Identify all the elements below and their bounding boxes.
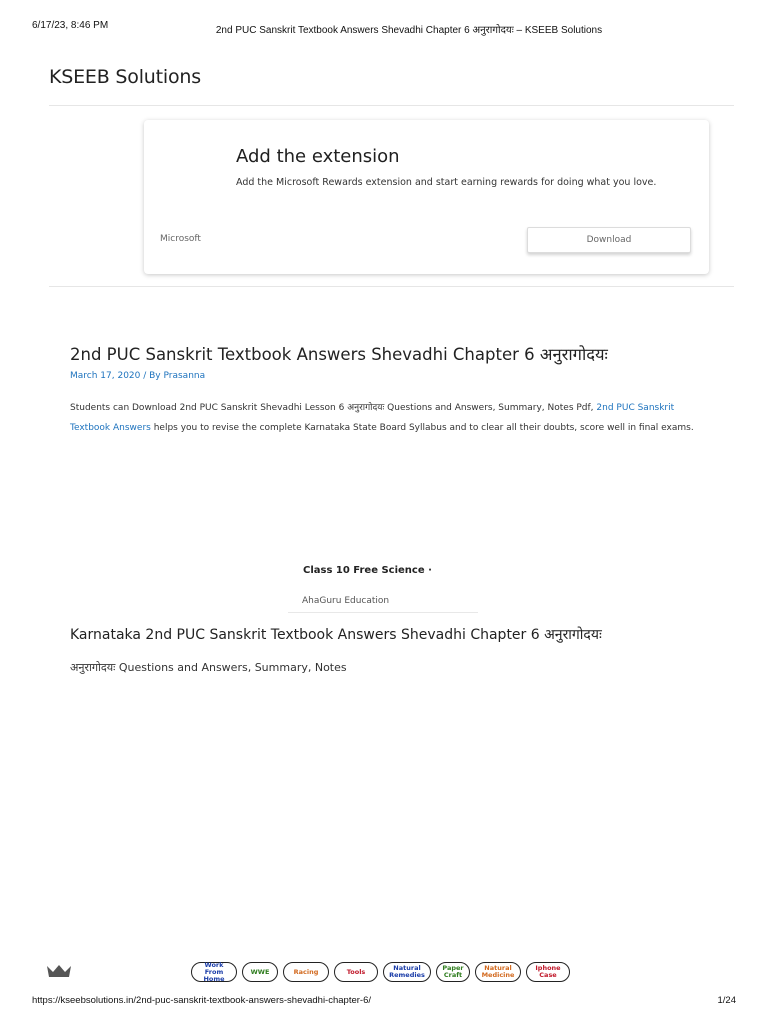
chip-racing[interactable]: Racing: [283, 962, 329, 982]
chip-wwe[interactable]: WWE: [242, 962, 278, 982]
ad-title: Add the extension: [236, 146, 400, 167]
print-page-number: 1/24: [717, 995, 736, 1006]
recommendation-source: AhaGuru Education: [302, 596, 390, 606]
chip-paper-craft[interactable]: Paper Craft: [436, 962, 470, 982]
article-subheading: अनुरागोदयः Questions and Answers, Summary, Notes: [70, 661, 347, 674]
recommendation-divider: [288, 612, 478, 613]
recommendation-title[interactable]: Class 10 Free Science ·: [303, 565, 432, 576]
print-url: https://kseebsolutions.in/2nd-puc-sanskrit-textbook-answers-shevadhi-chapter-6/: [32, 995, 371, 1006]
print-doc-title: 2nd PUC Sanskrit Textbook Answers Shevadhi Chapter 6 अनुरागोदयः – KSEEB Solutions: [215, 25, 603, 36]
ad-divider: [49, 286, 734, 287]
print-footer: [0, 995, 768, 1011]
article-meta: [70, 371, 205, 381]
ad-download-button[interactable]: Download: [527, 227, 691, 253]
article-date[interactable]: March 17, 2020: [70, 371, 141, 381]
ad-box[interactable]: [144, 120, 709, 274]
meta-separator: / By: [140, 371, 164, 381]
chip-natural-remedies[interactable]: Natural Remedies: [383, 962, 431, 982]
chip-natural-medicine[interactable]: Natural Medicine: [475, 962, 521, 982]
print-header: [0, 20, 768, 36]
header-divider: [49, 105, 734, 106]
intro-link[interactable]: 2nd PUC Sanskrit Textbook Answers: [70, 403, 675, 433]
chip-work-from-home[interactable]: Work From Home: [191, 962, 237, 982]
ad-brand: Microsoft: [160, 234, 201, 244]
article-title: 2nd PUC Sanskrit Textbook Answers Shevadhi Chapter 6 अनुरागोदयः: [70, 345, 608, 364]
topic-chips: [191, 962, 570, 984]
print-date: 6/17/23, 8:46 PM: [32, 20, 109, 31]
crown-icon[interactable]: [46, 964, 72, 978]
chip-iphone-case[interactable]: Iphone Case: [526, 962, 570, 982]
article-heading: Karnataka 2nd PUC Sanskrit Textbook Answers Shevadhi Chapter 6 अनुरागोदयः: [70, 627, 602, 643]
article-intro: [70, 398, 710, 438]
intro-text-before: Students can Download 2nd PUC Sanskrit Shevadhi Lesson 6 अनुरागोदयः Questions and Answers, Summary, Notes Pdf,: [70, 403, 597, 413]
intro-text-after: helps you to revise the complete Karnataka State Board Syllabus and to clear all their doubts, score well in final exams.: [150, 423, 694, 433]
site-title[interactable]: KSEEB Solutions: [49, 66, 201, 88]
ad-description: Add the Microsoft Rewards extension and start earning rewards for doing what you love.: [236, 177, 657, 188]
article-author[interactable]: Prasanna: [163, 371, 206, 381]
chip-tools[interactable]: Tools: [334, 962, 378, 982]
